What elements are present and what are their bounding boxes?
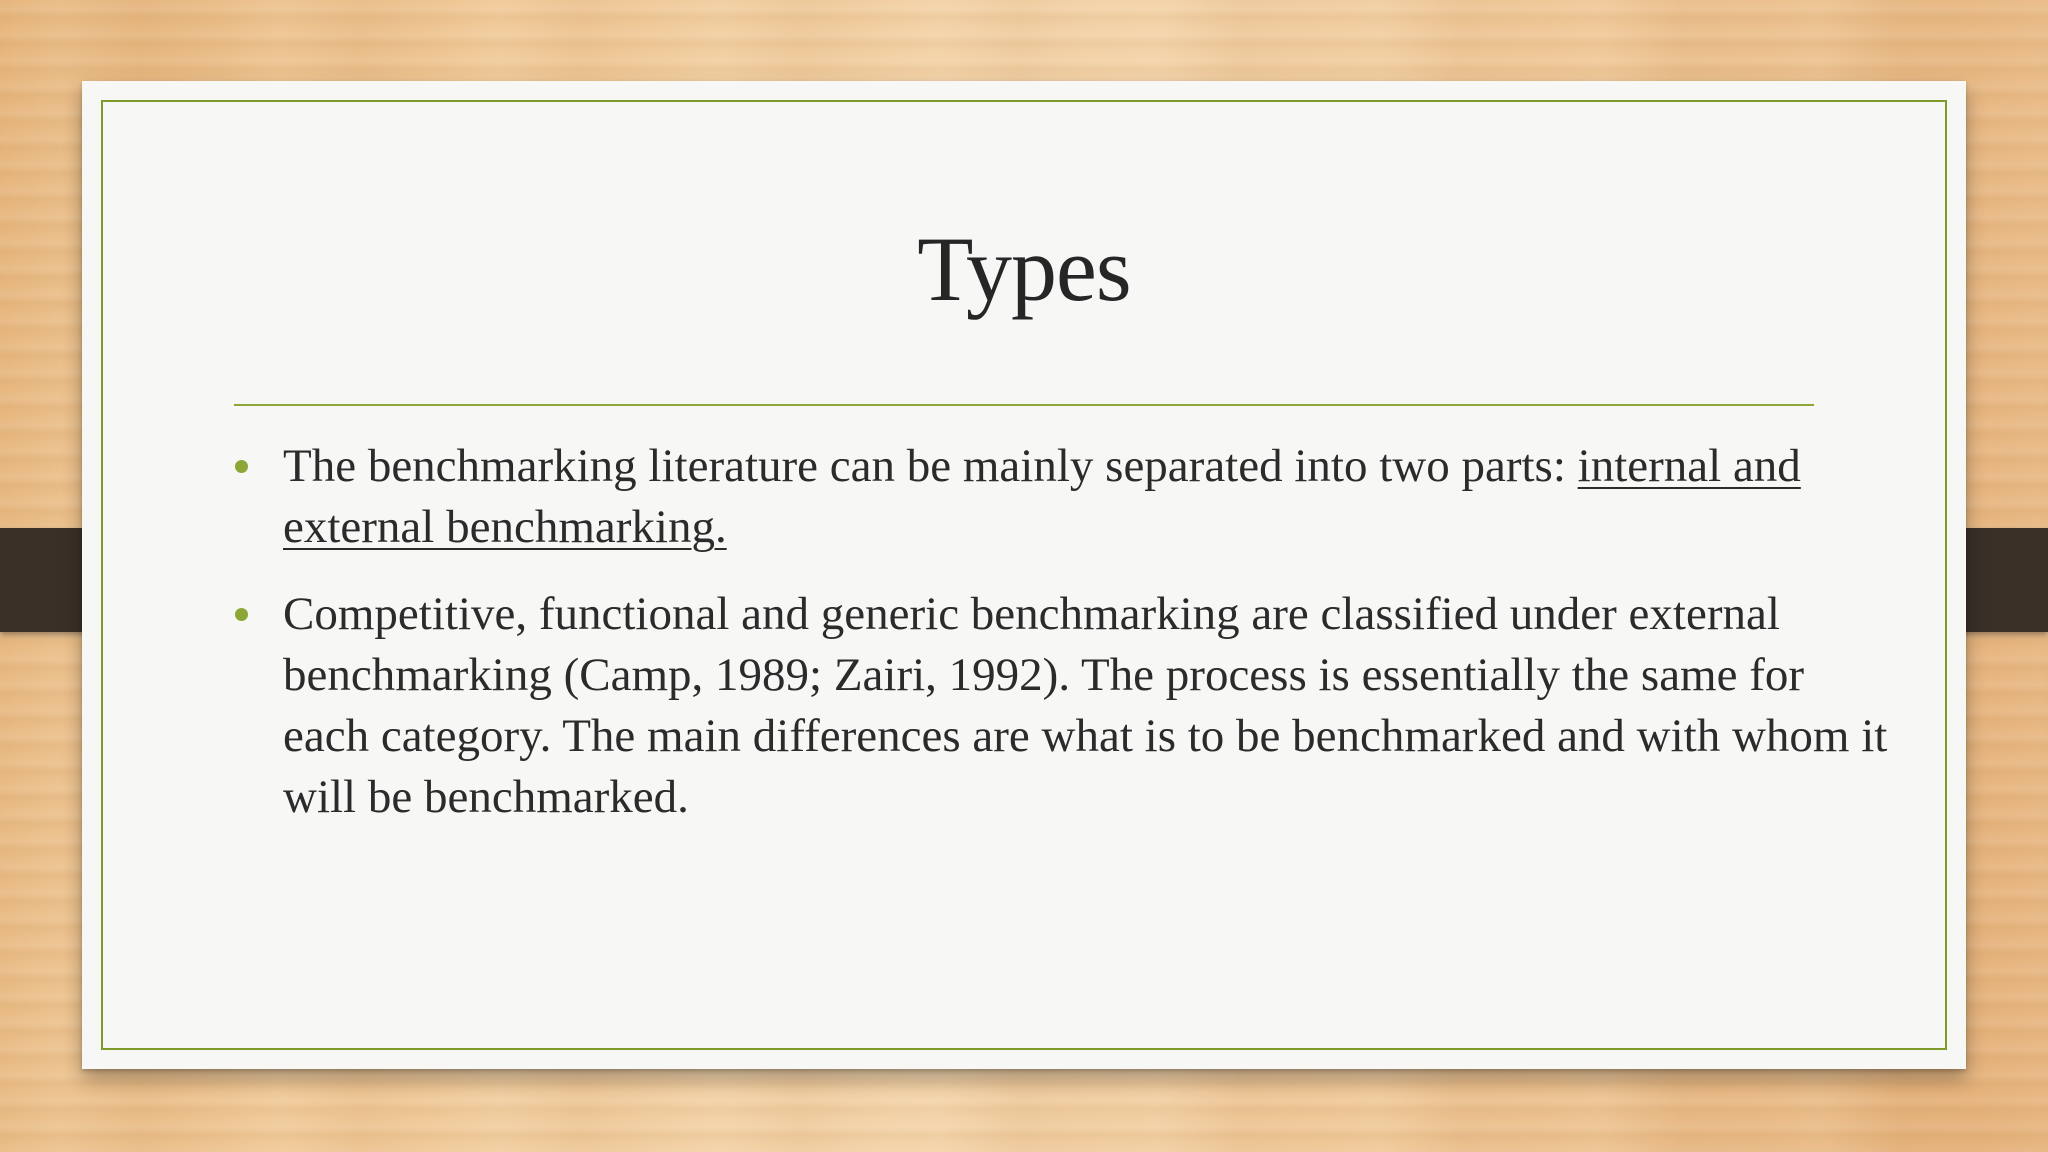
- bullet-underlined-text: internal and external benchmarking.: [283, 440, 1801, 553]
- bullet-item: [234, 436, 1894, 558]
- bullet-text: The benchmarking literature can be mainly separated into two parts:: [283, 440, 1578, 492]
- bullet-item: [234, 584, 1894, 828]
- bullet-text: Competitive, functional and generic benchmarking are classified under external benchmarking (Camp, 1989; Zairi, 1992). The process is essentially the same for each category. The main differences are what is to be benchmarked and with whom it will be benchmarked.: [283, 588, 1888, 823]
- bullet-list: [234, 436, 1894, 854]
- title-divider: [234, 404, 1814, 406]
- slide-title: Types: [917, 218, 1131, 320]
- bullet-dot-icon: [235, 608, 248, 621]
- slide: [82, 81, 1966, 1069]
- bullet-dot-icon: [235, 460, 248, 473]
